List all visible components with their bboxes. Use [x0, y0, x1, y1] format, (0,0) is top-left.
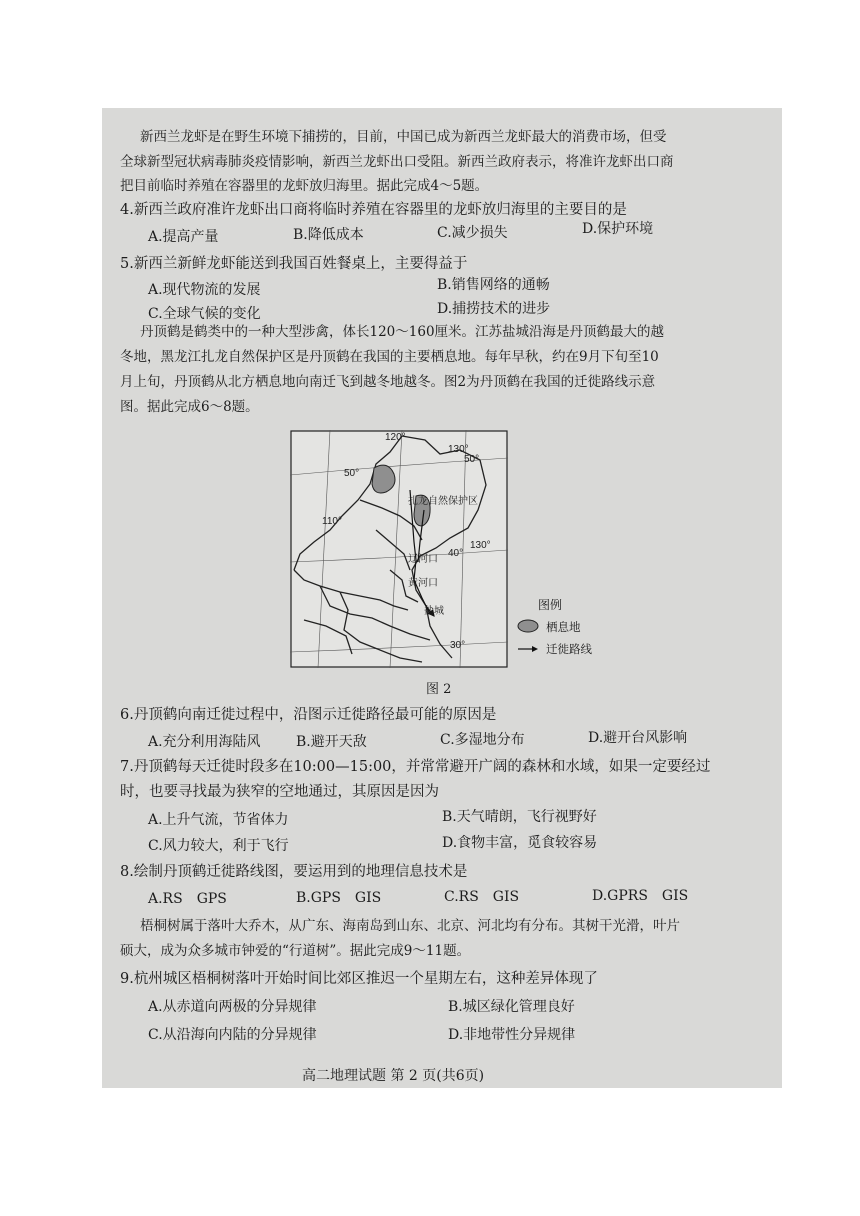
label-liaohekou: 辽河口 [408, 554, 438, 565]
question-8-option-a: A.RS GPS [148, 891, 227, 907]
question-5-option-b: B.销售网络的通畅 [437, 277, 550, 293]
label-lat-50-left: 50° [344, 468, 360, 479]
question-6-option-b: B.避开天敌 [296, 734, 367, 750]
question-9-stem: 9.杭州城区梧桐树落叶开始时间比郊区推迟一个星期左右，这种差异体现了 [120, 971, 598, 987]
question-8-option-c: C.RS GIS [444, 889, 520, 905]
label-zhalong: 扎龙自然保护区 [408, 496, 478, 507]
label-yancheng: 盐城 [424, 606, 444, 617]
passage-3-line-2: 硕大，成为众多城市钟爱的“行道树”。据此完成9～11题。 [120, 943, 471, 959]
label-lon-120: 120° [385, 432, 406, 443]
passage-2-line-3: 月上旬，丹顶鹤从北方栖息地向南迁飞到越冬地越冬。图2为丹顶鹤在我国的迁徙路线示意 [120, 374, 656, 390]
legend-habitat-swatch [516, 618, 540, 634]
passage-1-line-1: 新西兰龙虾是在野生环境下捕捞的，目前，中国已成为新西兰龙虾最大的消费市场，但受 [140, 129, 667, 145]
question-6-option-a: A.充分利用海陆风 [148, 734, 261, 750]
question-4-option-a: A.提高产量 [148, 229, 219, 245]
passage-3-line-1: 梧桐树属于落叶大乔木，从广东、海南岛到山东、北京、河北均有分布。其树干光滑，叶片 [140, 918, 680, 934]
question-8-option-d: D.GPRS GIS [592, 888, 689, 904]
legend-route-label: 迁徙路线 [546, 642, 592, 656]
question-5-option-a: A.现代物流的发展 [148, 282, 261, 298]
question-9-option-b: B.城区绿化管理良好 [448, 999, 575, 1015]
passage-2-line-2: 冬地，黑龙江扎龙自然保护区是丹顶鹤在我国的主要栖息地。每年早秋，约在9月下旬至10 [120, 349, 659, 365]
label-lat-40: 40° [448, 548, 464, 559]
label-lat-50-right: 50° [464, 454, 480, 465]
question-4-option-b: B.降低成本 [293, 227, 364, 243]
passage-2-line-1: 丹顶鹤是鹤类中的一种大型涉禽，体长120～160厘米。江苏盐城沿海是丹顶鹤最大的越 [140, 324, 665, 340]
question-9-option-a: A.从赤道向两极的分异规律 [148, 999, 317, 1015]
figure-caption: 图 2 [426, 682, 452, 697]
question-7-stem-line-2: 时，也要寻找最为狭窄的空地通过，其原因是因为 [120, 784, 439, 800]
question-5-option-d: D.捕捞技术的进步 [437, 301, 551, 317]
question-9-option-d: D.非地带性分异规律 [448, 1027, 576, 1043]
question-5-stem: 5.新西兰新鲜龙虾能送到我国百姓餐桌上，主要得益于 [120, 256, 468, 272]
question-4-option-c: C.减少损失 [437, 225, 508, 241]
question-8-option-b: B.GPS GIS [296, 890, 382, 906]
question-5-option-c: C.全球气候的变化 [148, 306, 261, 322]
question-8-stem: 8.绘制丹顶鹤迁徙路线图，要运用到的地理信息技术是 [120, 864, 468, 880]
label-lat-30: 30° [450, 640, 466, 651]
question-4-option-d: D.保护环境 [582, 221, 654, 237]
passage-1-line-3: 把目前临时养殖在容器里的龙虾放归海里。据此完成4～5题。 [120, 178, 489, 194]
question-6-stem: 6.丹顶鹤向南迁徙过程中，沿图示迁徙路径最可能的原因是 [120, 707, 497, 723]
label-huanghekou: 黄河口 [408, 578, 438, 589]
legend-route-swatch [516, 643, 540, 655]
legend-title: 图例 [538, 598, 563, 612]
label-lon-130-top: 130° [448, 444, 469, 455]
question-7-option-d: D.食物丰富，觅食较容易 [442, 835, 598, 851]
label-lon-110: 110° [322, 516, 342, 527]
page-footer: 高二地理试题 第 2 页(共6页) [302, 1068, 485, 1084]
legend-habitat-label: 栖息地 [546, 620, 581, 634]
migration-route-map [290, 430, 508, 668]
passage-1-line-2: 全球新型冠状病毒肺炎疫情影响，新西兰龙虾出口受阻。新西兰政府表示，将准许龙虾出口商 [120, 154, 674, 170]
question-6-option-d: D.避开台风影响 [588, 730, 688, 746]
question-7-option-a: A.上升气流，节省体力 [148, 812, 289, 828]
question-7-option-b: B.天气晴朗，飞行视野好 [442, 809, 597, 825]
question-9-option-c: C.从沿海向内陆的分异规律 [148, 1027, 317, 1043]
question-4-stem: 4.新西兰政府准许龙虾出口商将临时养殖在容器里的龙虾放归海里的主要目的是 [120, 202, 627, 218]
question-7-stem-line-1: 7.丹顶鹤每天迁徙时段多在10:00—15:00，并常常避开广阔的森林和水域，如果一定要经过 [120, 759, 711, 775]
passage-2-line-4: 图。据此完成6～8题。 [120, 399, 259, 415]
question-7-option-c: C.风力较大，利于飞行 [148, 838, 289, 854]
question-6-option-c: C.多湿地分布 [440, 732, 525, 748]
label-lon-130-right: 130° [470, 540, 491, 551]
